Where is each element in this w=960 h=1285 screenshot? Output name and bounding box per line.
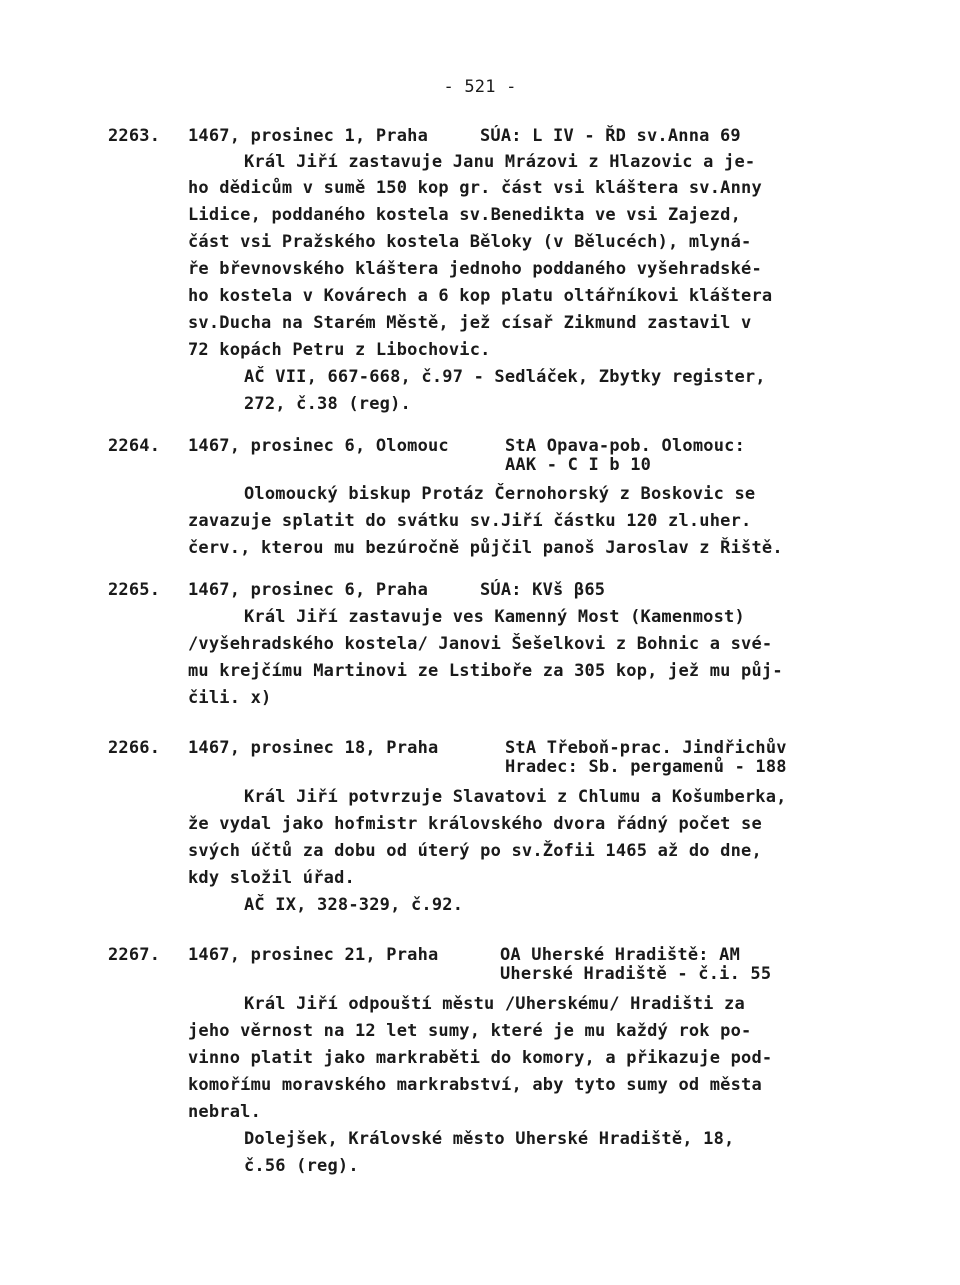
- entry-archive: StA Opava-pob. Olomouc:: [505, 436, 746, 456]
- entry-archive: Hradec: Sb. pergamenů - 188: [505, 757, 787, 777]
- entry-text-line: Král Jiří odpouští městu /Uherskému/ Hradišti za: [244, 994, 745, 1014]
- entry-reference: AČ VII, 667-668, č.97 - Sedláček, Zbytky register,: [244, 367, 766, 387]
- entry-text-line: vinno platit jako markraběti do komory, a přikazuje pod-: [188, 1048, 773, 1068]
- entry-date-place: 1467, prosinec 6, Praha: [188, 580, 429, 600]
- entry-text-line: ho kostela v Kovárech a 6 kop platu oltářníkovi kláštera: [188, 286, 773, 306]
- entry-number: 2265.: [108, 580, 161, 600]
- entry-reference: AČ IX, 328-329, č.92.: [244, 895, 464, 915]
- entry-archive: SÚA: L IV - ŘD sv.Anna 69: [480, 126, 741, 146]
- entry-number: 2263.: [108, 126, 161, 146]
- entry-date-place: 1467, prosinec 18, Praha: [188, 738, 439, 758]
- entry-text-line: Král Jiří zastavuje ves Kamenný Most (Kamenmost): [244, 607, 745, 627]
- entry-text-line: zavazuje splatit do svátku sv.Jiří částku 120 zl.uher.: [188, 511, 752, 531]
- entry-number: 2264.: [108, 436, 161, 456]
- entry-text-line: Olomoucký biskup Protáz Černohorský z Boskovic se: [244, 484, 756, 504]
- entry-text-line: červ., kterou mu bezúročně půjčil panoš Jaroslav z Řiště.: [188, 538, 783, 558]
- entry-archive: OA Uherské Hradiště: AM: [500, 945, 741, 965]
- entry-text-line: Král Jiří zastavuje Janu Mrázovi z Hlazovic a je-: [244, 152, 756, 172]
- entry-archive: AAK - C I b 10: [505, 455, 652, 475]
- entry-text-line: kdy složil úřad.: [188, 868, 355, 888]
- entry-text-line: sv.Ducha na Starém Městě, jež císař Zikmund zastavil v: [188, 313, 752, 333]
- entry-archive: Uherské Hradiště - č.i. 55: [500, 964, 772, 984]
- entry-reference: 272, č.38 (reg).: [244, 394, 411, 414]
- entry-text-line: komořímu moravského markrabství, aby tyto sumy od města: [188, 1075, 762, 1095]
- entry-text-line: svých účtů za dobu od úterý po sv.Žofii 1465 až do dne,: [188, 841, 762, 861]
- entry-number: 2267.: [108, 945, 161, 965]
- entry-text-line: ho dědicům v sumě 150 kop gr. část vsi kláštera sv.Anny: [188, 178, 762, 198]
- entry-date-place: 1467, prosinec 1, Praha: [188, 126, 429, 146]
- entry-date-place: 1467, prosinec 6, Olomouc: [188, 436, 449, 456]
- entry-text-line: mu krejčímu Martinovi ze Lstiboře za 305 kop, jež mu půj-: [188, 661, 783, 681]
- entry-text-line: Král Jiří potvrzuje Slavatovi z Chlumu a Košumberka,: [244, 787, 787, 807]
- page-number: - 521 -: [443, 77, 517, 97]
- entry-text-line: /vyšehradského kostela/ Janovi Šešelkovi z Bohnic a své-: [188, 634, 773, 654]
- entry-reference: Dolejšek, Královské město Uherské Hradiště, 18,: [244, 1129, 735, 1149]
- entry-reference: č.56 (reg).: [244, 1156, 359, 1176]
- entry-number: 2266.: [108, 738, 161, 758]
- entry-text-line: jeho věrnost na 12 let sumy, které je mu každý rok po-: [188, 1021, 752, 1041]
- entry-text-line: nebral.: [188, 1102, 262, 1122]
- entry-text-line: 72 kopách Petru z Libochovic.: [188, 340, 491, 360]
- entry-text-line: čili. x): [188, 688, 272, 708]
- entry-archive: StA Třeboň-prac. Jindřichův: [505, 738, 787, 758]
- entry-text-line: ře břevnovského kláštera jednoho poddaného vyšehradské-: [188, 259, 762, 279]
- entry-archive: SÚA: KVš β65: [480, 580, 606, 600]
- entry-text-line: že vydal jako hofmistr královského dvora řádný počet se: [188, 814, 762, 834]
- entry-text-line: Lidice, poddaného kostela sv.Benedikta ve vsi Zajezd,: [188, 205, 742, 225]
- entry-date-place: 1467, prosinec 21, Praha: [188, 945, 439, 965]
- entry-text-line: část vsi Pražského kostela Běloky (v Bělucéch), mlyná-: [188, 232, 752, 252]
